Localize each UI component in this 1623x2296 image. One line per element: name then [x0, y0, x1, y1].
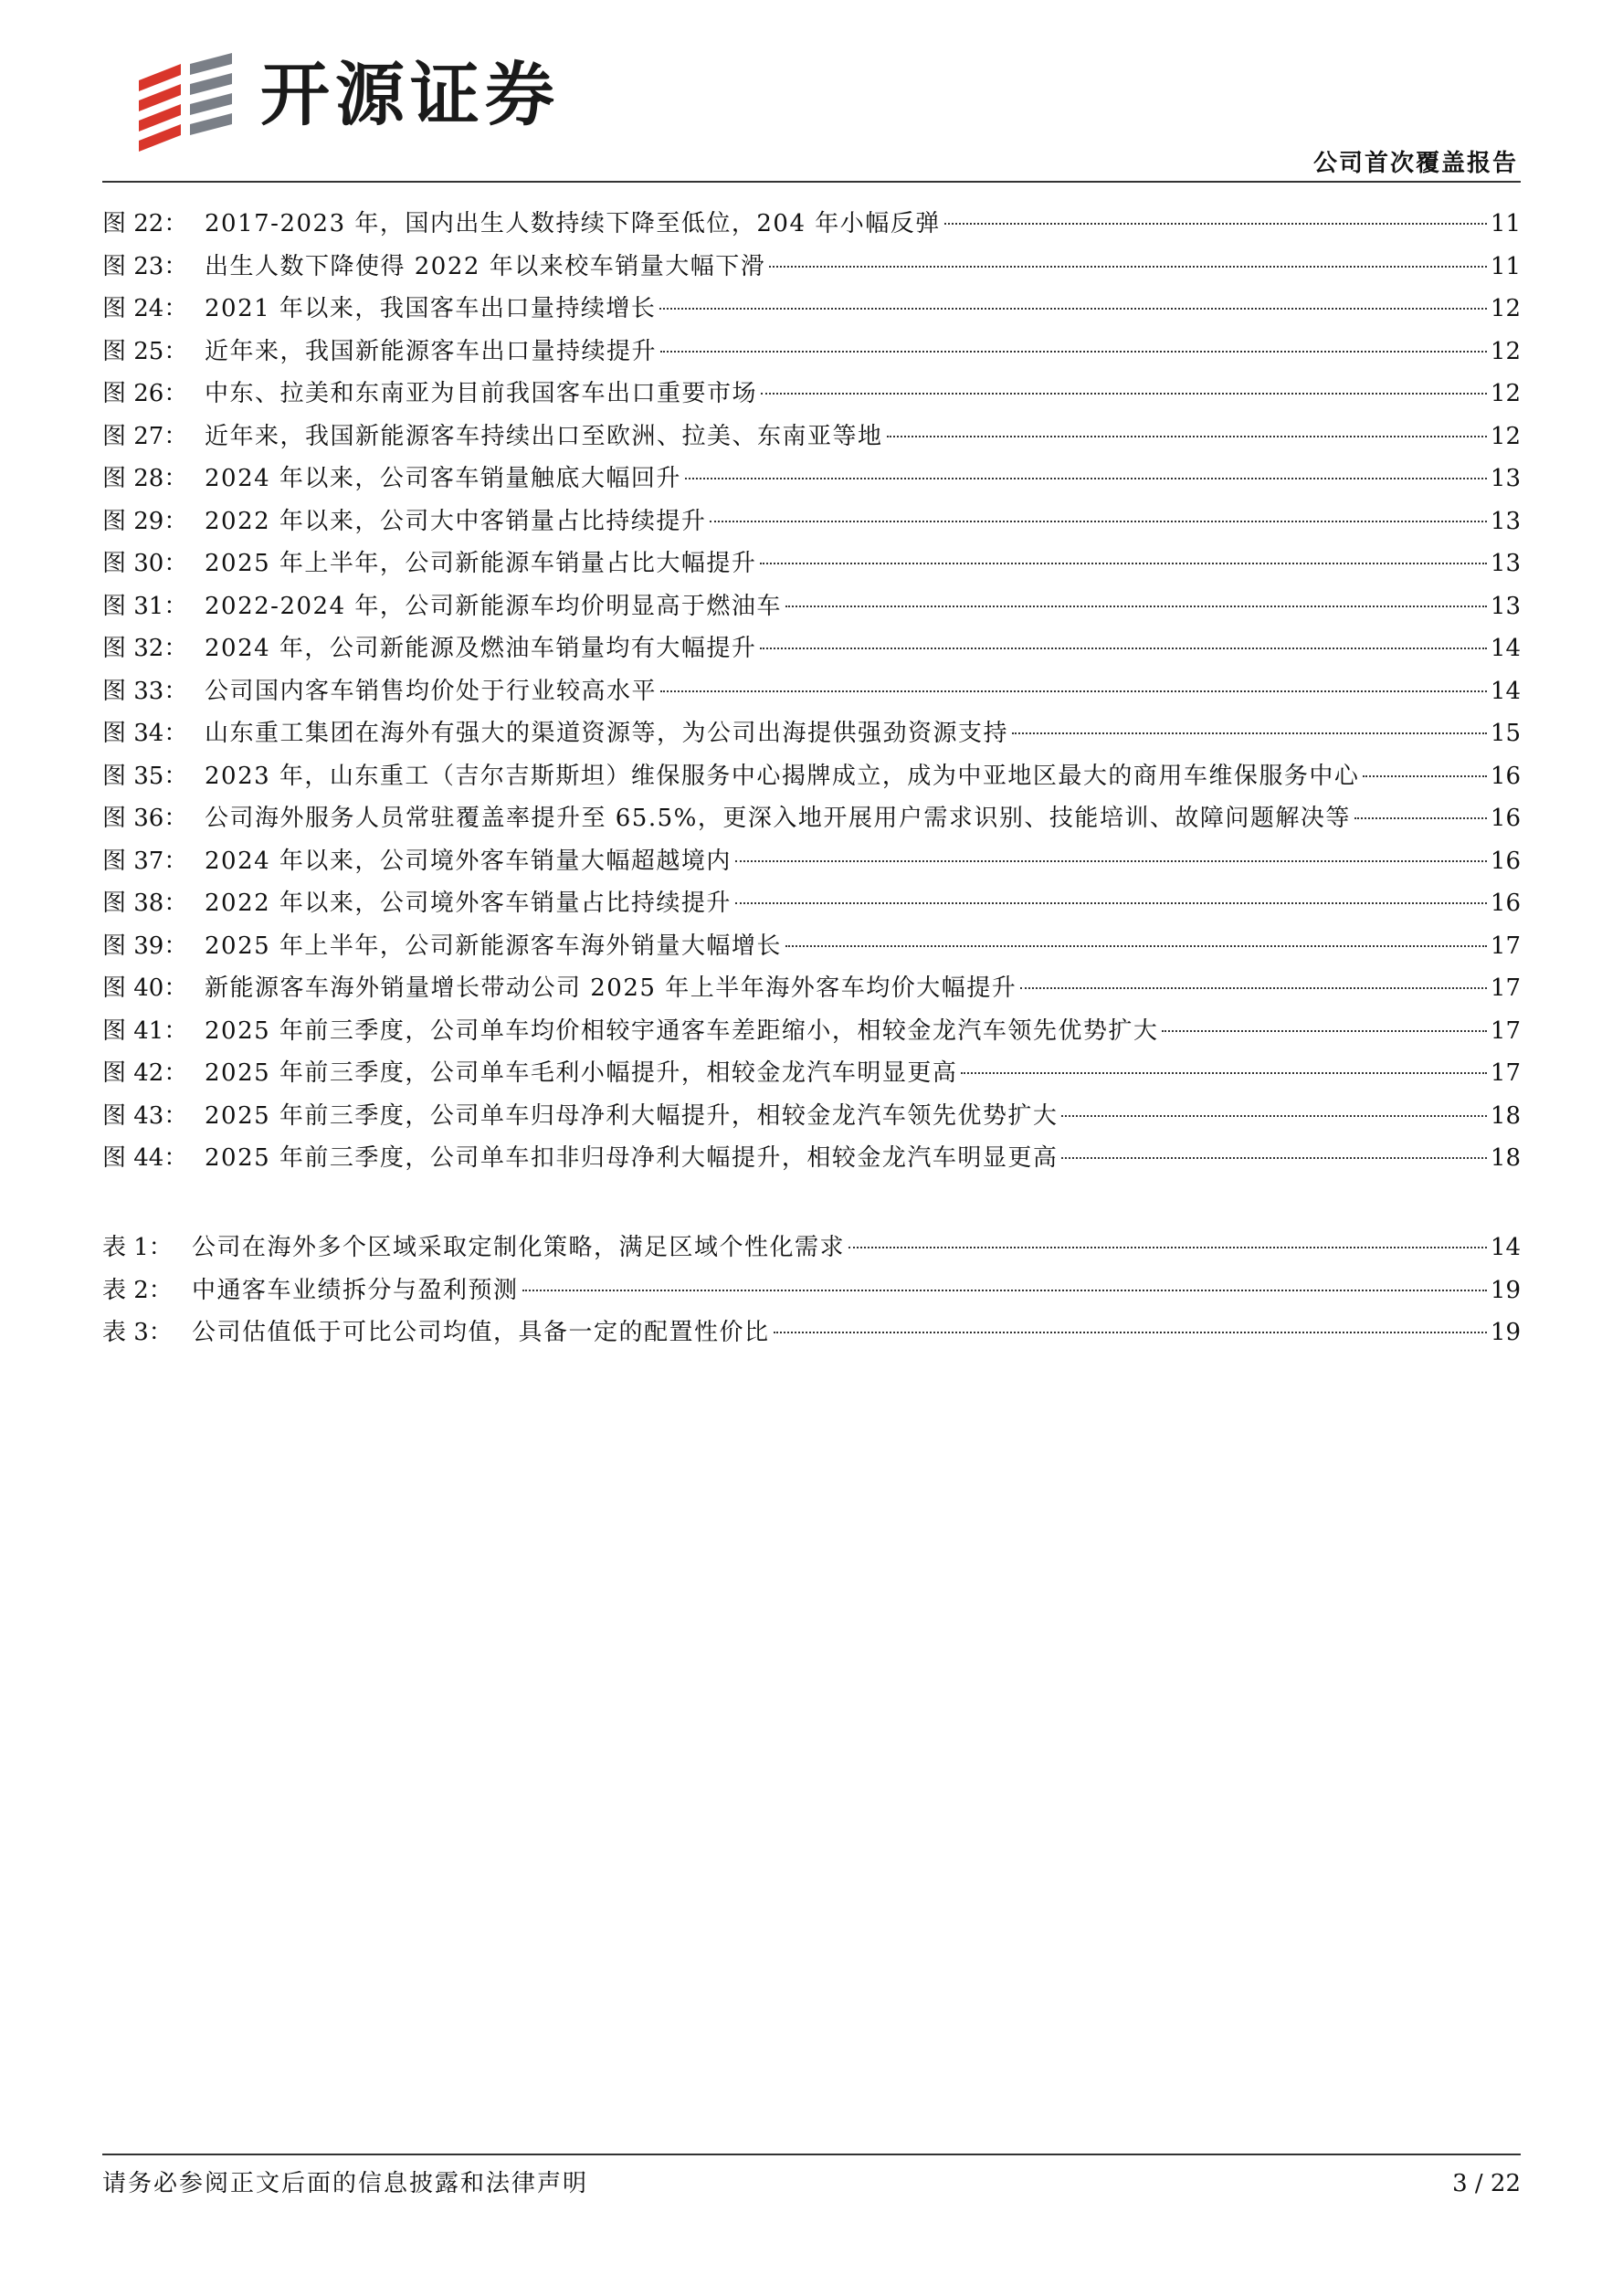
figure-entry[interactable] [102, 203, 1521, 246]
figure-entry[interactable] [102, 627, 1521, 670]
figure-entry[interactable] [102, 1095, 1521, 1138]
entry-page-number: 16 [1490, 890, 1521, 917]
entry-title: 2022 年以来，公司境外客车销量占比持续提升 [205, 890, 732, 917]
figure-entry[interactable] [102, 246, 1521, 289]
entry-page-number: 12 [1490, 295, 1521, 322]
entry-label: 图 44： [102, 1144, 188, 1172]
entry-title: 中东、拉美和东南亚为目前我国客车出口重要市场 [205, 380, 758, 407]
entry-page-number: 15 [1490, 720, 1521, 747]
table-entry[interactable] [102, 1311, 1521, 1354]
entry-title: 2024 年以来，公司客车销量触底大幅回升 [205, 465, 681, 492]
dot-leader [1012, 732, 1487, 734]
table-entry[interactable] [102, 1227, 1521, 1269]
dot-leader [735, 902, 1487, 904]
entry-label: 图 31： [102, 592, 188, 620]
figure-entry[interactable] [102, 373, 1521, 416]
entry-page-number: 13 [1490, 507, 1521, 535]
entry-page-number: 18 [1490, 1144, 1521, 1172]
entry-title: 2022-2024 年，公司新能源车均价明显高于燃油车 [205, 592, 782, 620]
header-divider [102, 181, 1521, 183]
entry-page-number: 11 [1490, 210, 1521, 237]
table-entry[interactable] [102, 1269, 1521, 1312]
entry-title: 近年来，我国新能源客车出口量持续提升 [205, 337, 658, 365]
entry-label: 图 24： [102, 295, 188, 322]
dot-leader [660, 351, 1487, 353]
figure-entry[interactable] [102, 585, 1521, 628]
dot-leader [961, 1072, 1486, 1074]
figure-entry[interactable] [102, 416, 1521, 458]
figure-list [102, 203, 1521, 1180]
figure-entry[interactable] [102, 712, 1521, 755]
entry-title: 出生人数下降使得 2022 年以来校车销量大幅下滑 [205, 252, 766, 280]
entry-page-number: 12 [1490, 337, 1521, 365]
dot-leader [774, 1332, 1487, 1333]
entry-label: 图 43： [102, 1101, 188, 1130]
entry-title: 公司海外服务人员常驻覆盖率提升至 65.5%，更深入地开展用户需求识别、技能培训、故障问题解决等 [205, 805, 1351, 832]
figure-entry[interactable] [102, 925, 1521, 968]
dot-leader [660, 690, 1487, 692]
figure-entry[interactable] [102, 331, 1521, 374]
dot-leader [522, 1290, 1487, 1291]
entry-label: 图 39： [102, 932, 188, 960]
entry-label: 图 42： [102, 1059, 188, 1087]
disclaimer-note: 请务必参阅正文后面的信息披露和法律声明 [102, 2170, 589, 2197]
entry-title: 2025 年上半年，公司新能源车销量占比大幅提升 [205, 550, 757, 577]
table-list [102, 1227, 1521, 1354]
entry-title: 公司估值低于可比公司均值，具备一定的配置性价比 [192, 1319, 770, 1346]
dot-leader [1061, 1157, 1486, 1159]
figure-entry[interactable] [102, 542, 1521, 585]
figure-entry[interactable] [102, 967, 1521, 1010]
dot-leader [1061, 1115, 1486, 1117]
entry-label: 图 37： [102, 847, 188, 875]
entry-label: 图 32： [102, 635, 188, 662]
entry-title: 2025 年前三季度，公司单车归母净利大幅提升，相较金龙汽车领先优势扩大 [205, 1101, 1059, 1130]
entry-label: 图 38： [102, 890, 188, 917]
entry-title: 中通客车业绩拆分与盈利预测 [192, 1276, 519, 1304]
figure-entry[interactable] [102, 755, 1521, 798]
dot-leader [1354, 817, 1487, 819]
entry-label: 图 40： [102, 974, 188, 1002]
entry-page-number: 17 [1490, 1016, 1521, 1045]
entry-title: 2021 年以来，我国客车出口量持续增长 [205, 295, 657, 322]
figure-entry[interactable] [102, 882, 1521, 925]
entry-label: 图 33： [102, 677, 188, 705]
entry-label: 图 30： [102, 550, 188, 577]
entry-page-number: 17 [1490, 1059, 1521, 1087]
kaiyuan-logo-icon [137, 53, 247, 153]
report-type-label: 公司首次覆盖报告 [1312, 150, 1518, 177]
dot-leader [944, 223, 1487, 225]
entry-title: 2024 年以来，公司境外客车销量大幅超越境内 [205, 847, 732, 875]
entry-page-number: 14 [1490, 1234, 1521, 1261]
dot-leader [887, 436, 1487, 437]
entry-label: 图 36： [102, 805, 188, 832]
brand-name: 开源证券 [260, 54, 560, 135]
entry-title: 公司在海外多个区域采取定制化策略，满足区域个性化需求 [192, 1234, 846, 1261]
entry-page-number: 13 [1490, 550, 1521, 577]
dot-leader [735, 860, 1487, 862]
entry-page-number: 13 [1490, 592, 1521, 620]
entry-title: 近年来，我国新能源客车持续出口至欧洲、拉美、东南亚等地 [205, 422, 883, 450]
entry-page-number: 19 [1490, 1276, 1521, 1304]
dot-leader [848, 1247, 1487, 1248]
figure-entry[interactable] [102, 1137, 1521, 1180]
entry-label: 表 2： [102, 1276, 173, 1304]
entry-page-number: 14 [1490, 635, 1521, 662]
page-number: 3 / 22 [1452, 2170, 1521, 2197]
dot-leader [1363, 775, 1486, 777]
entry-page-number: 16 [1490, 805, 1521, 832]
figure-entry[interactable] [102, 1010, 1521, 1053]
entry-page-number: 12 [1490, 380, 1521, 407]
entry-label: 表 1： [102, 1234, 173, 1261]
entry-label: 图 29： [102, 507, 188, 535]
figure-entry[interactable] [102, 797, 1521, 840]
entry-title: 新能源客车海外销量增长带动公司 2025 年上半年海外客车均价大幅提升 [205, 974, 1017, 1002]
entry-label: 图 35： [102, 762, 188, 790]
dot-leader [760, 563, 1486, 564]
entry-title: 2025 年上半年，公司新能源客车海外销量大幅增长 [205, 932, 782, 960]
entry-page-number: 14 [1490, 677, 1521, 705]
figure-entry[interactable] [102, 288, 1521, 331]
dot-leader [1020, 987, 1487, 989]
dot-leader [685, 478, 1487, 479]
entry-page-number: 16 [1490, 762, 1521, 790]
entry-page-number: 13 [1490, 465, 1521, 492]
figure-entry[interactable] [102, 1052, 1521, 1095]
dot-leader [760, 648, 1486, 649]
entry-label: 表 3： [102, 1319, 173, 1346]
entry-page-number: 11 [1490, 252, 1521, 280]
entry-title: 2025 年前三季度，公司单车均价相较宇通客车差距缩小，相较金龙汽车领先优势扩大 [205, 1016, 1159, 1045]
entry-label: 图 28： [102, 465, 188, 492]
entry-label: 图 34： [102, 720, 188, 747]
dot-leader [710, 521, 1486, 522]
entry-title: 2023 年，山东重工（吉尔吉斯斯坦）维保服务中心揭牌成立，成为中亚地区最大的商用车维保服务中心 [205, 762, 1360, 790]
entry-title: 2025 年前三季度，公司单车毛利小幅提升，相较金龙汽车明显更高 [205, 1059, 958, 1087]
entry-label: 图 26： [102, 380, 188, 407]
entry-label: 图 23： [102, 252, 188, 280]
entry-title: 2025 年前三季度，公司单车扣非归母净利大幅提升，相较金龙汽车明显更高 [205, 1144, 1059, 1172]
dot-leader [761, 393, 1487, 395]
entry-page-number: 12 [1490, 422, 1521, 450]
entry-page-number: 16 [1490, 847, 1521, 875]
entry-title: 2024 年，公司新能源及燃油车销量均有大幅提升 [205, 635, 757, 662]
entry-label: 图 25： [102, 337, 188, 365]
dot-leader [785, 606, 1487, 607]
entry-label: 图 22： [102, 210, 188, 237]
entry-page-number: 17 [1490, 974, 1521, 1002]
dot-leader [1162, 1030, 1486, 1032]
entry-title: 2017-2023 年，国内出生人数持续下降至低位，204 年小幅反弹 [205, 210, 941, 237]
page-header [0, 0, 1623, 183]
entry-label: 图 27： [102, 422, 188, 450]
entry-title: 公司国内客车销售均价处于行业较高水平 [205, 677, 658, 705]
entry-page-number: 19 [1490, 1319, 1521, 1346]
figure-entry[interactable] [102, 840, 1521, 883]
dot-leader [785, 945, 1487, 947]
entry-page-number: 17 [1490, 932, 1521, 960]
figure-entry[interactable] [102, 458, 1521, 500]
dot-leader [659, 308, 1486, 310]
entry-title: 山东重工集团在海外有强大的渠道资源等，为公司出海提供强劲资源支持 [205, 720, 1009, 747]
dot-leader [769, 266, 1487, 268]
entry-title: 2022 年以来，公司大中客销量占比持续提升 [205, 507, 707, 535]
figure-entry[interactable] [102, 670, 1521, 713]
footer-divider [102, 2154, 1521, 2155]
entry-label: 图 41： [102, 1016, 188, 1045]
entry-page-number: 18 [1490, 1101, 1521, 1130]
figure-entry[interactable] [102, 500, 1521, 543]
